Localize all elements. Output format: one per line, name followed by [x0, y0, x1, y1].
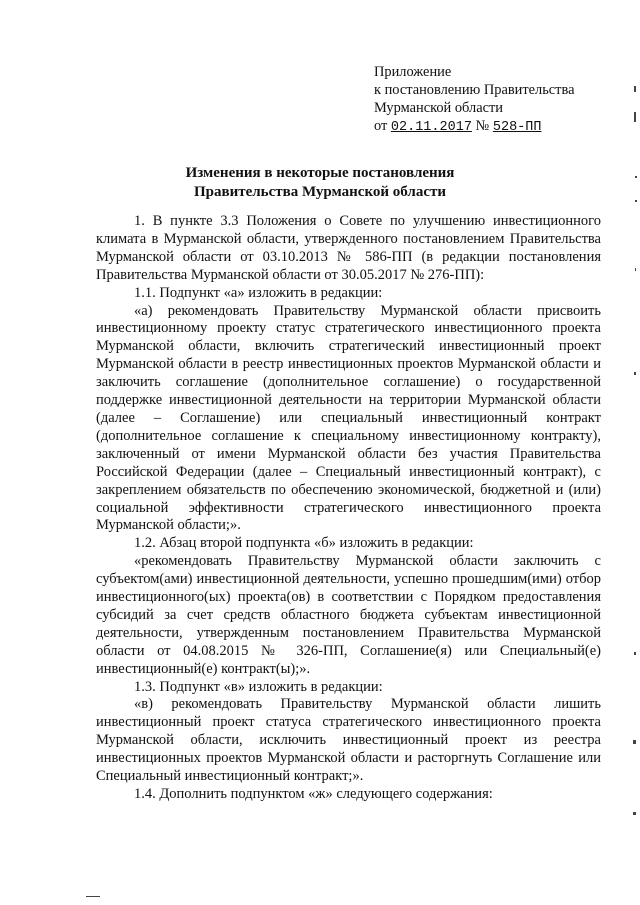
scan-mark	[633, 740, 636, 744]
document-title	[0, 164, 640, 202]
appendix-resolution-ref: к постановлению Правительства	[374, 82, 575, 98]
scan-mark	[635, 200, 637, 202]
scan-mark	[634, 652, 636, 655]
resolution-date: 02.11.2017	[390, 120, 472, 135]
paragraph-1-1-text: «а) рекомендовать Правительству Мурманской области присвоить инвестиционному проекту статус стратегического инвестиционного проекта Мурманской области, включить стратегический инвестиционный проект Мурманской области в реестр инвестиционных проектов Мурманской области и заключить соглашение (дополнительное соглашение) о государственной поддержке инвестиционной деятельности на территории Мурманской области (далее – Соглашение) или специальный инвестиционный контракт (дополнительное соглашение к специальному инвестиционному контракту), заключенный от имени Мурманской области без участия Правительства Российской Федерации (далее – Специальный инвестиционный контракт), с закреплением обязательств по обеспечению экономической, бюджетной и (или) социальной эффективности стратегического инвестиционного проекта Мурманской области;».	[96, 302, 601, 534]
paragraph-1-3-text: «в) рекомендовать Правительству Мурманской области лишить инвестиционный проект статуса стратегического инвестиционного проекта Мурманской области, исключить инвестиционный проект из реестра инвестиционных проектов Мурманской области и расторгнуть Соглашение или Специальный инвестиционный контракт;».	[96, 696, 601, 785]
appendix-block	[374, 63, 574, 137]
scan-mark	[633, 812, 636, 815]
scan-mark	[634, 372, 636, 375]
appendix-region: Мурманской области	[374, 100, 503, 116]
scan-mark	[634, 86, 636, 92]
scan-mark	[635, 176, 637, 178]
title-line-1: Изменения в некоторые постановления	[185, 165, 455, 181]
paragraph-1-1: 1.1. Подпункт «а» изложить в редакции:	[134, 284, 383, 301]
scan-mark	[635, 268, 636, 271]
paragraph-1-2: 1.2. Абзац второй подпункта «б» изложить в редакции:	[134, 535, 474, 552]
resolution-number: 528-ПП	[492, 120, 542, 135]
appendix-heading: Приложение	[374, 64, 452, 80]
scan-mark	[86, 896, 100, 897]
paragraph-1: 1. В пункте 3.3 Положения о Совете по улучшению инвестиционного климата в Мурманской области, утвержденного постановлением Правительства Мурманской области от 03.10.2013 № 586-ПП (в редакции постановления Правительства Мурманской области от 30.05.2017 № 276-ПП):	[96, 213, 601, 283]
date-prefix: от	[374, 118, 388, 134]
scan-mark	[634, 112, 636, 122]
number-prefix: №	[475, 118, 490, 134]
document-body	[96, 213, 601, 804]
appendix-date-number	[374, 117, 574, 137]
paragraph-1-3: 1.3. Подпункт «в» изложить в редакции:	[134, 678, 383, 695]
title-line-2: Правительства Мурманской области	[193, 184, 447, 200]
paragraph-1-4: 1.4. Дополнить подпунктом «ж» следующего содержания:	[134, 786, 493, 802]
paragraph-1-2-text: «рекомендовать Правительству Мурманской области заключить с субъектом(ами) инвестиционной деятельности, успешно прошедшим(ими) отбор инвестиционного(ых) проекта(ов) в соответствии с Порядком предоставления субсидий за счет средств областного бюджета субъектам инвестиционной деятельности, утвержденным постановлением Правительства Мурманской области от 04.08.2015 № 326-ПП, Соглашение(я) или Специальный(е) инвестиционный(е) контракт(ы);».	[96, 553, 601, 677]
